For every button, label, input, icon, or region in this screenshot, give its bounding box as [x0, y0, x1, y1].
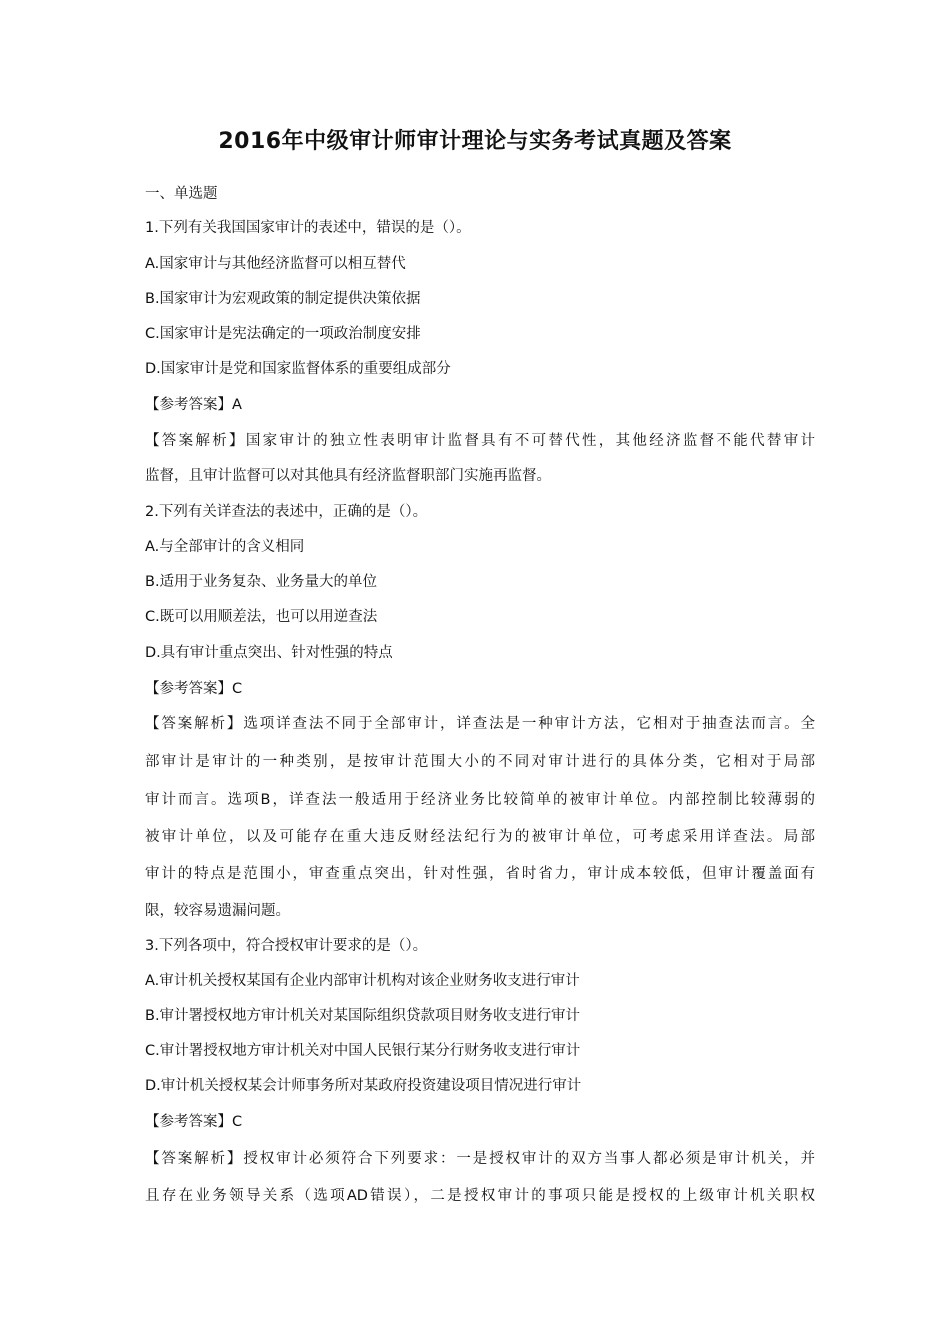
question-1-answer: 【参考答案】A	[145, 397, 242, 413]
question-3-answer: 【参考答案】C	[145, 1114, 243, 1130]
question-3-option-b: B.审计署授权地方审计机关对某国际组织贷款项目财务收支进行审计	[145, 1008, 581, 1024]
question-1-stem: 1.下列有关我国国家审计的表述中，错误的是（）。	[145, 220, 471, 236]
question-2-analysis-line: 审计而言。选项B，详查法一般适用于经济业务比较简单的被审计单位。内部控制比较薄弱的	[145, 792, 815, 808]
question-2-option-d: D.具有审计重点突出、针对性强的特点	[145, 645, 393, 661]
question-2-analysis-line: 审计的特点是范围小，审查重点突出，针对性强，省时省力，审计成本较低，但审计覆盖面有	[145, 866, 815, 882]
question-1-option-d: D.国家审计是党和国家监督体系的重要组成部分	[145, 361, 451, 377]
document-title: 2016年中级审计师审计理论与实务考试真题及答案	[218, 129, 732, 154]
question-2-option-a: A.与全部审计的含义相同	[145, 539, 305, 555]
section-heading: 一、单选题	[145, 186, 218, 202]
question-2-analysis-line: 被审计单位，以及可能存在重大违反财经法纪行为的被审计单位，可考虑采用详查法。局部	[145, 829, 815, 845]
question-1-option-c: C.国家审计是宪法确定的一项政治制度安排	[145, 326, 421, 342]
question-2-analysis-line: 限，较容易遗漏问题。	[145, 903, 290, 919]
question-2-option-b: B.适用于业务复杂、业务量大的单位	[145, 574, 378, 590]
question-3-option-a: A.审计机关授权某国有企业内部审计机构对该企业财务收支进行审计	[145, 973, 580, 989]
question-3-analysis-line: 【答案解析】授权审计必须符合下列要求：一是授权审计的双方当事人都必须是审计机关，并	[145, 1151, 815, 1167]
question-3-option-c: C.审计署授权地方审计机关对中国人民银行某分行财务收支进行审计	[145, 1043, 581, 1059]
question-1-analysis-line: 【答案解析】国家审计的独立性表明审计监督具有不可替代性，其他经济监督不能代替审计	[145, 433, 815, 449]
question-2-analysis-line: 【答案解析】选项详查法不同于全部审计，详查法是一种审计方法，它相对于抽查法而言。全	[145, 716, 815, 732]
question-3-option-d: D.审计机关授权某会计师事务所对某政府投资建设项目情况进行审计	[145, 1078, 582, 1094]
question-2-stem: 2.下列有关详查法的表述中，正确的是（）。	[145, 504, 428, 520]
question-3-stem: 3.下列各项中，符合授权审计要求的是（）。	[145, 938, 428, 954]
question-2-analysis-line: 部审计是审计的一种类别，是按审计范围大小的不同对审计进行的具体分类，它相对于局部	[145, 754, 815, 770]
question-2-option-c: C.既可以用顺差法，也可以用逆查法	[145, 609, 378, 625]
question-3-analysis-line: 且存在业务领导关系（选项AD错误），二是授权审计的事项只能是授权的上级审计机关职权	[145, 1188, 815, 1204]
question-1-option-b: B.国家审计为宏观政策的制定提供决策依据	[145, 291, 421, 307]
question-1-option-a: A.国家审计与其他经济监督可以相互替代	[145, 256, 406, 272]
question-1-analysis-line: 监督，且审计监督可以对其他具有经济监督职部门实施再监督。	[145, 468, 551, 484]
question-2-answer: 【参考答案】C	[145, 681, 243, 697]
